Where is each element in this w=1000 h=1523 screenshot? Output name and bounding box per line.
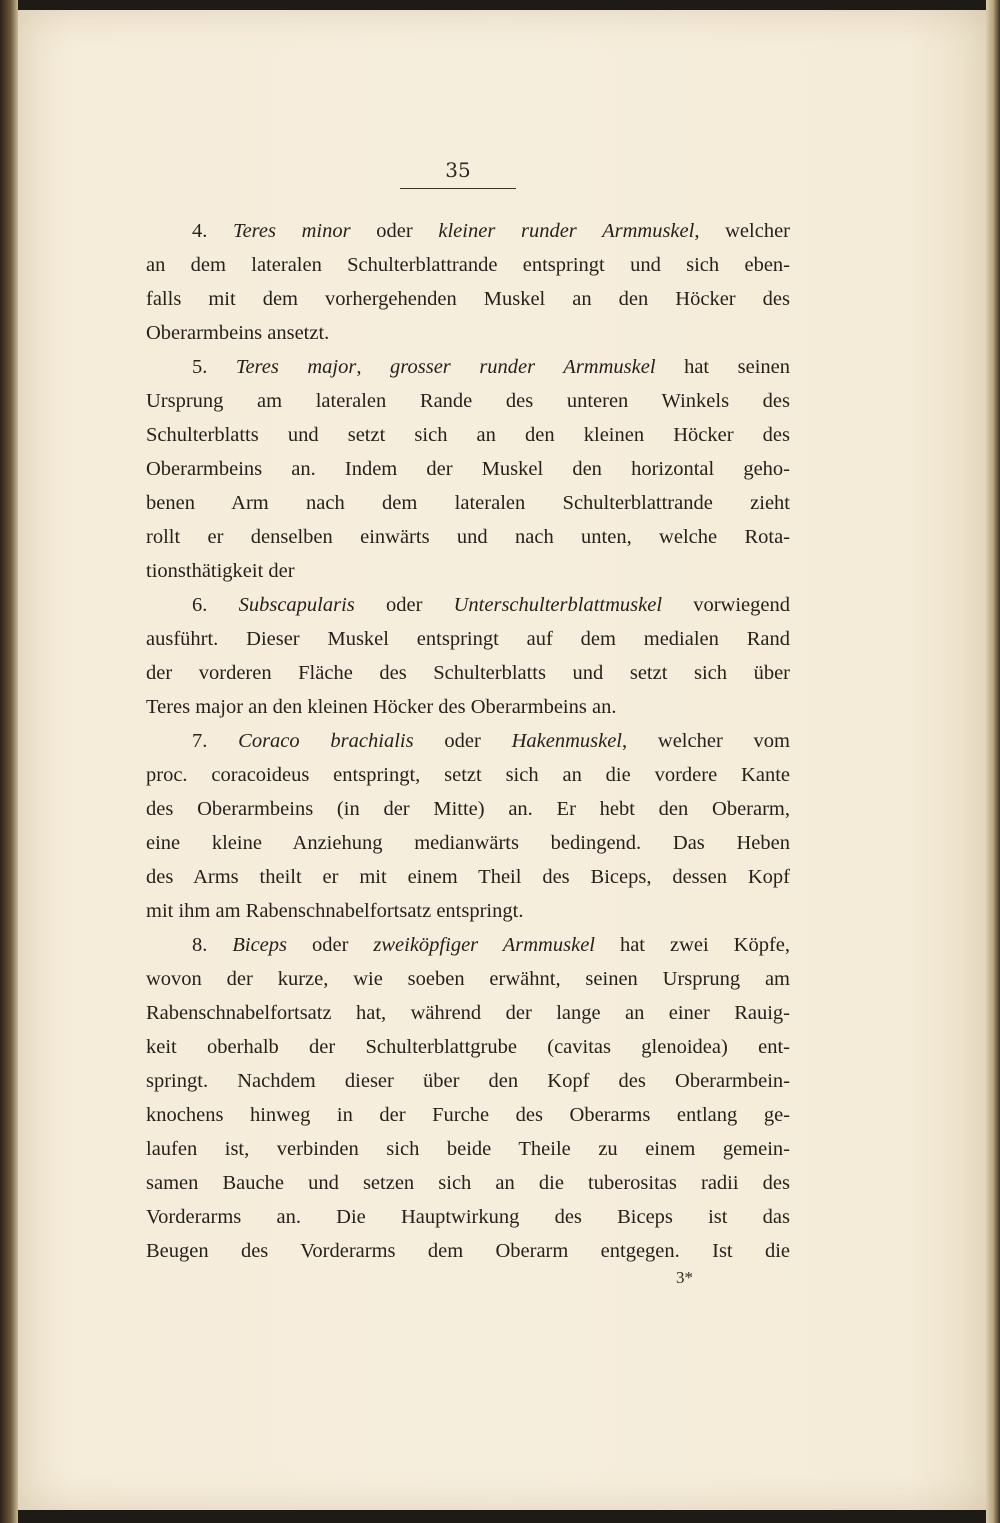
text-segment: hat seinen (655, 356, 791, 378)
text-line (146, 792, 790, 826)
text-line (146, 1234, 790, 1268)
italic-term: Subscapularis (238, 594, 355, 616)
text-line (146, 248, 790, 282)
page-edge (986, 0, 1000, 1523)
text-line (146, 1166, 790, 1200)
text-segment: proc. coracoideus entspringt, setzt sich an die vordere Kante (146, 764, 790, 786)
text-segment: oder (354, 594, 454, 616)
text-line (146, 860, 790, 894)
text-segment: 7. (192, 730, 239, 752)
italic-term: Teres major (235, 356, 357, 378)
text-segment: benen Arm nach dem lateralen Schulterblattrande zieht (146, 492, 790, 514)
text-line (146, 350, 790, 384)
italic-term: kleiner runder Armmuskel (438, 220, 695, 242)
text-line (146, 826, 790, 860)
text-segment: oder (350, 220, 439, 242)
text-line (146, 282, 790, 316)
text-segment: des Oberarmbeins (in der Mitte) an. Er hebt den Oberarm, (146, 798, 790, 820)
signature-mark: 3* (676, 1268, 693, 1287)
text-line (146, 690, 790, 724)
text-line (146, 452, 790, 486)
italic-term: Biceps (232, 934, 288, 956)
text-segment: springt. Nachdem dieser über den Kopf des Oberarmbein- (146, 1070, 790, 1092)
page-number: 35 (400, 158, 516, 189)
text-line (146, 894, 790, 928)
text-segment: , (356, 356, 391, 378)
text-segment: oder (413, 730, 512, 752)
text-segment: Beugen des Vorderarms dem Oberarm entgegen. Ist die (146, 1240, 790, 1262)
text-line (146, 1132, 790, 1166)
text-segment: hat zwei Köpfe, (594, 934, 790, 956)
italic-term: grosser runder Armmuskel (390, 356, 656, 378)
text-segment: rollt er denselben einwärts und nach unten, welche Rota- (146, 526, 790, 548)
text-segment: an dem lateralen Schulterblattrande entspringt und sich eben- (146, 254, 790, 276)
text-segment: des Arms theilt er mit einem Theil des Biceps, dessen Kopf (146, 866, 790, 888)
text-segment: Oberarmbeins ansetzt. (146, 322, 330, 344)
text-segment: wovon der kurze, wie soeben erwähnt, seinen Ursprung am (146, 968, 790, 990)
text-segment: Ursprung am lateralen Rande des unteren Winkels des (146, 390, 790, 412)
italic-term: Unterschulterblattmuskel (453, 594, 663, 616)
text-line (146, 928, 790, 962)
text-line (146, 622, 790, 656)
text-segment: laufen ist, verbinden sich beide Theile zu einem gemein- (146, 1138, 790, 1160)
text-segment: 8. (192, 934, 233, 956)
book-spine-shadow (0, 0, 18, 1523)
text-segment: Schulterblatts und setzt sich an den kleinen Höcker des (146, 424, 790, 446)
italic-term: Coraco brachialis (238, 730, 414, 752)
text-line (146, 1200, 790, 1234)
text-line (146, 724, 790, 758)
text-segment: 6. (192, 594, 239, 616)
text-segment: Rabenschnabelfortsatz hat, während der lange an einer Rauig- (146, 1002, 790, 1024)
text-segment: 5. (192, 356, 236, 378)
text-segment: samen Bauche und setzen sich an die tuberositas radii des (146, 1172, 790, 1194)
text-line (146, 486, 790, 520)
text-segment: oder (287, 934, 374, 956)
text-segment: der vorderen Fläche des Schulterblatts und setzt sich über (146, 662, 790, 684)
text-line (146, 418, 790, 452)
text-line (146, 214, 790, 248)
text-segment: keit oberhalb der Schulterblattgrube (cavitas glenoidea) ent- (146, 1036, 790, 1058)
text-segment: mit ihm am Rabenschnabelfortsatz entspringt. (146, 900, 524, 922)
text-segment: Oberarmbeins an. Indem der Muskel den horizontal geho- (146, 458, 790, 480)
text-line (146, 758, 790, 792)
text-line (146, 588, 790, 622)
text-line (146, 962, 790, 996)
text-segment: , welcher (694, 220, 790, 242)
text-line (146, 1064, 790, 1098)
text-segment: Teres major an den kleinen Höcker des Oberarmbeins an. (146, 696, 617, 718)
text-line (146, 520, 790, 554)
text-line (146, 656, 790, 690)
text-segment: falls mit dem vorhergehenden Muskel an den Höcker des (146, 288, 790, 310)
text-segment: vorwiegend (662, 594, 790, 616)
text-line (146, 554, 790, 588)
italic-term: zweiköpfiger Armmuskel (373, 934, 595, 956)
italic-term: Hakenmuskel (511, 730, 622, 752)
body-text (146, 214, 790, 1268)
text-segment: ausführt. Dieser Muskel entspringt auf dem medialen Rand (146, 628, 790, 650)
text-line (146, 996, 790, 1030)
text-segment: tionsthätigkeit der (146, 560, 295, 582)
text-segment: Vorderarms an. Die Hauptwirkung des Biceps ist das (146, 1206, 790, 1228)
text-line (146, 1098, 790, 1132)
text-line (146, 316, 790, 350)
text-segment: 4. (192, 220, 234, 242)
text-line (146, 1030, 790, 1064)
italic-term: Teres minor (233, 220, 351, 242)
text-line (146, 384, 790, 418)
text-segment: , welcher vom (622, 730, 790, 752)
text-segment: knochens hinweg in der Furche des Oberarms entlang ge- (146, 1104, 790, 1126)
text-segment: eine kleine Anziehung medianwärts bedingend. Das Heben (146, 832, 790, 854)
